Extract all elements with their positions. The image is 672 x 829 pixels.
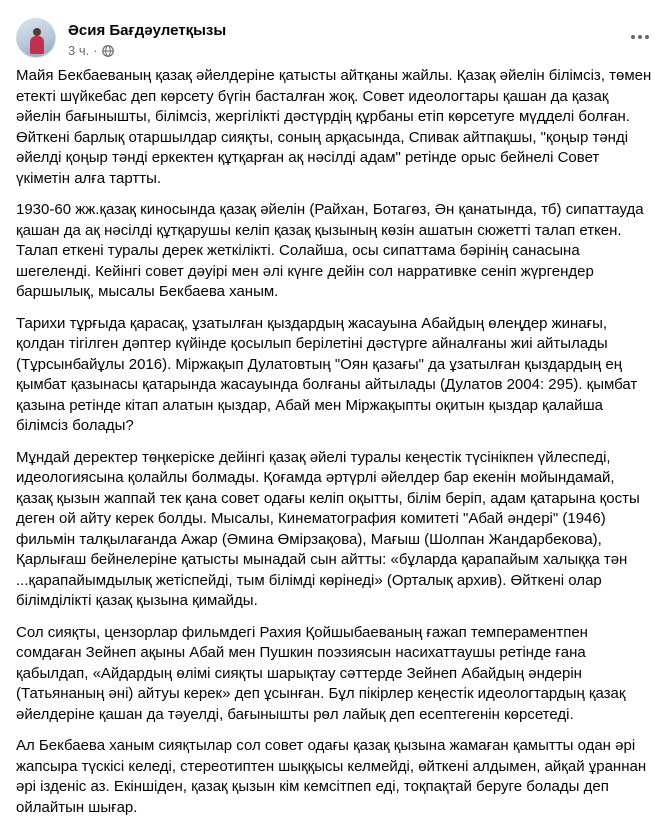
author-name[interactable]: Әсия Бағдәулетқызы [68,22,227,39]
post-paragraph: Мұндай деректер төңкеріске дейінгі қазақ әйелі туралы кеңестік түсінікпен үйлеспеді, идеологиясына қолайлы болмады. Қоғамда әртүрлі әйелдер бар екенін мойындамай, қазақ қызын жаппай тек қана совет одағы келіп оқытты, білім беріп, адам қатарына қосты деген ой айту керек болды. Мысалы, Кинематография комитеті "Абай әндері" (1946) фильмін талқылағанда Ажар (Әмина Өмірзақова), Мағыш (Шолпан Жандарбекова), Қарлығаш бейнелеріне қатысты мынадай сын айтты: «бұларда қарапайым халыққа тән ...қарапайымдылық жетіспейді, тым білімді көрінеді» (Орталық архив). Өйткені олар білімділікті қазақ қызына қимайды. [16,448,640,609]
post-paragraph: Майя Бекбаеваның қазақ әйелдеріне қатысты айтқаны жайлы. Қазақ әйелін білімсіз, төмен етекті шүйкебас деп көрсету бүгін басталған жоқ. Совет идеологтары қашан да қазақ әйелін бағынышты, білімсіз, жергілікті дәстүрдің құрбаны етіп көрсетуге мүдделі болған. Өйткені барлық отаршылдар сияқты, соның арқасында, Спивак айтпақшы, "қоңыр тәнді әйелді қоңыр тәнді еркектен құтқарған ақ нәсілді адам" ретінде орыс бейнелі Совет үкіметін алға тартты. [16,67,652,187]
avatar-figure [30,28,44,54]
post-body [16,66,654,829]
post-paragraph: 1930-60 жж.қазақ киносында қазақ әйелін (Райхан, Ботагөз, Ән қанатында, тб) сипаттауда қашан да ақ нәсілді құтқарушы келіп қазақ қызының көзін ашатын сюжетті талап еткен. Талап еткені туралы дерек жеткілікті. Солайша, осы сипаттама бәрінің санасына шегеленді. Кейінгі совет дәуірі мен әлі күнге дейін сол нарративке сеніп жүргендер баршылық, мысалы Бекбаева ханым. [16,201,644,300]
more-options-icon [630,27,650,45]
globe-icon[interactable] [102,45,114,57]
post-meta [68,43,114,58]
post-timestamp[interactable]: 3 ч. [68,43,90,58]
post-paragraph: Сол сияқты, цензорлар фильмдегі Рахия Қойшыбаеваның ғажап темпераментпен сомдаған Зейнеп ақыны Абай мен Пушкин поэзиясын насихаттаушы ретінде ғана қабылдап, «Айдардың өлімі сияқты шарықтау сәттерде Зейнеп Абайдың әндерін (Татьянаның әні) айтуы керек» деп ұсынған. Бұл пікірлер кеңестік идеологтардың қазақ әйелдеріне қашан да тәуелді, бағынышты рөл лайық деп есептегенін көрсетеді. [16,623,626,723]
avatar[interactable] [16,18,56,58]
meta-separator: · [93,43,98,58]
post-paragraph: Ал Бекбаева ханым сияқтылар сол совет одағы қазақ қызына жамаған қамытты одан әрі жапсыра түскісі келеді, стереотиптен шыққысы келмейді, өйткені алдымен, айқай ұраннан әрі ізденіс аз. Екіншіден, қазақ қызын кім кемсітпеп еді, тоқпақтай беруге болады деп ойлайтын шығар. [16,737,647,816]
post-header [16,14,656,60]
post-paragraph: Тарихи тұрғыда қарасақ, ұзатылған қыздардың жасауына Абайдың өлеңдер жинағы, қолдан тігілген дәптер күйінде қосылып берілетіні дәстүрге айналғаны жиі айтылады (Тұрсынбайұлы 2016). Міржақып Дулатовтың "Оян қазағы" да ұзатылған қыздардың ең қымбат қазынасы қатарында жасауында болғаны айтылады (Дулатов 2004: 295). қымбат қазына ретінде кітап алатын қыздар, Абай мен Міржақыпты оқитын қыздар қалайша білімсіз болады? [16,314,638,434]
more-options-button[interactable] [624,20,656,52]
